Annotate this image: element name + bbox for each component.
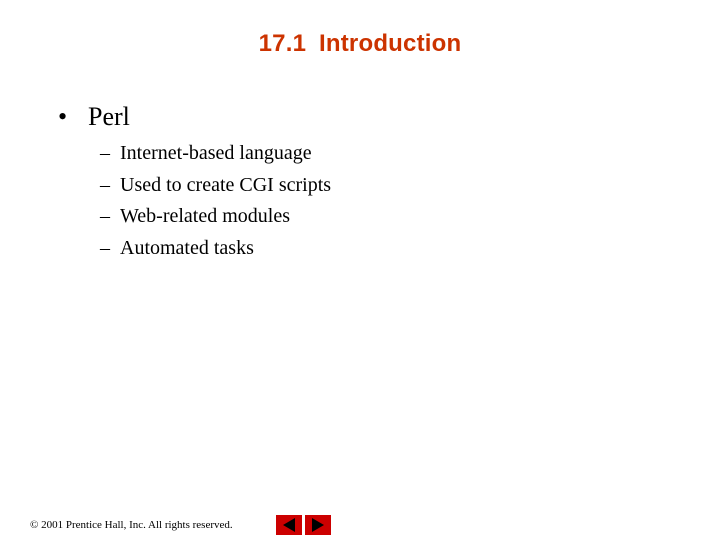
bullet-text: Perl [88, 102, 130, 131]
sub-bullet-text: Used to create CGI scripts [120, 173, 332, 196]
previous-slide-button[interactable] [276, 515, 302, 535]
triangle-left-icon [276, 515, 302, 535]
sub-bullet-item [100, 233, 331, 265]
sub-bullet-list [100, 138, 331, 264]
dash-marker: – [100, 205, 110, 227]
sub-bullet-text: Internet-based language [120, 142, 312, 164]
dash-marker: – [100, 173, 110, 196]
dash-marker: – [100, 236, 110, 259]
sub-bullet-text: Automated tasks [120, 236, 254, 259]
dash-marker: – [100, 142, 110, 164]
copyright-footer: © 2001 Prentice Hall, Inc. All rights reserved. [30, 519, 233, 531]
bullet-dot: • [58, 102, 68, 131]
bullet-item-perl [58, 102, 130, 132]
slide-title: 17.1 Introduction [258, 30, 462, 57]
sub-bullet-text: Web-related modules [120, 205, 290, 227]
triangle-right-icon [305, 515, 331, 535]
next-slide-button[interactable] [305, 515, 331, 535]
sub-bullet-item [100, 201, 331, 233]
sub-bullet-item [100, 170, 331, 202]
sub-bullet-item [100, 138, 331, 170]
